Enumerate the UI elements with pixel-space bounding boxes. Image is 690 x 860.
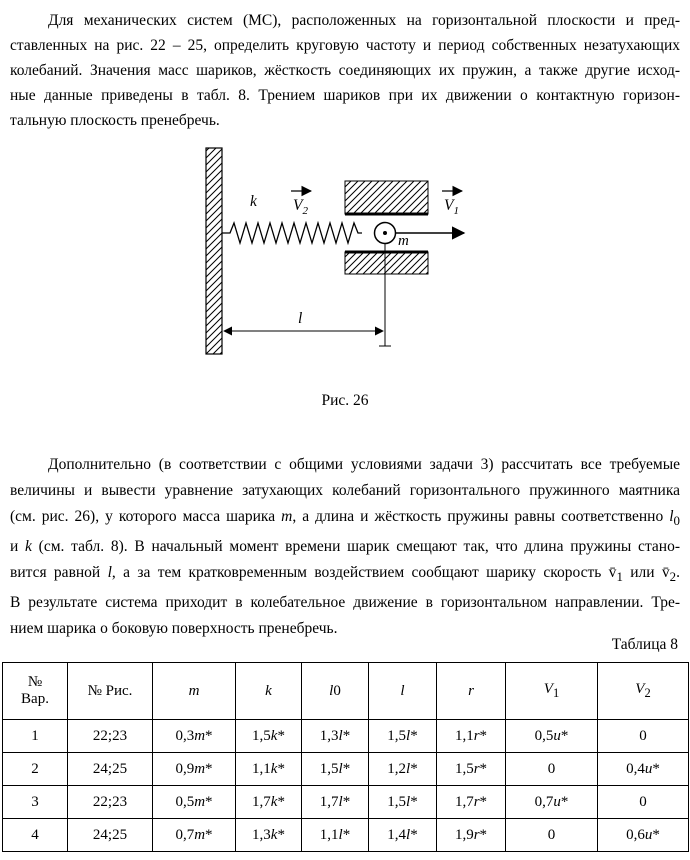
column-header: k <box>236 663 302 720</box>
table-cell: 1,5r* <box>437 753 506 786</box>
table-cell: 22;23 <box>68 786 153 819</box>
table-cell: 1,5l* <box>369 720 437 753</box>
ball-center-dot <box>383 231 387 235</box>
table-cell: 0,7m* <box>153 819 236 852</box>
column-header: № Вар. <box>3 663 68 720</box>
spring <box>222 223 362 243</box>
table-cell: 22;23 <box>68 720 153 753</box>
text-line: и k (см. табл. 8). В начальный момент времени шарик смещают так, что длина пружины стано- <box>10 538 680 556</box>
table-cell: 1,3k* <box>236 819 302 852</box>
text-line: величины и вывести уравнение затухающих колебаний горизонтального пружинного маятника <box>10 482 680 499</box>
table-cell: 0,3m* <box>153 720 236 753</box>
table-cell: 1,2l* <box>369 753 437 786</box>
table-cell: 1 <box>3 720 68 753</box>
paragraph-1 <box>10 8 680 133</box>
table-cell: 1,7r* <box>437 786 506 819</box>
table-cell: 1,7l* <box>302 786 369 819</box>
v1-label: $V_1$ <box>444 197 459 217</box>
wall-hatch <box>206 148 222 354</box>
table-cell: 4 <box>3 819 68 852</box>
text-line: Для механических систем (МС), расположенных на горизонтальной плоскости и пред- <box>48 12 680 29</box>
column-header: m <box>153 663 236 720</box>
text-line: В результате система приходит в колебательное движение в горизонтальном направлении. Тре- <box>10 594 680 612</box>
figure-caption: Рис. 26 <box>321 392 369 409</box>
table-cell: 1,5l* <box>302 753 369 786</box>
column-header: $V_2$ <box>598 663 689 720</box>
table-cell: 24;25 <box>68 753 153 786</box>
text-line: ные данные приведены в табл. 8. Трением шариков при их движении о контактную горизон- <box>10 87 680 104</box>
table-cell: 0,9m* <box>153 753 236 786</box>
text-line: ставленных на рис. 22 – 25, определить круговую частоту и период собственных незатухающих <box>10 37 680 54</box>
table-cell: 1,1r* <box>437 720 506 753</box>
table-cell: 0 <box>598 786 689 819</box>
table-cell: 0,6u* <box>598 819 689 852</box>
mass-label: m <box>398 233 409 249</box>
length-label: l <box>298 310 303 327</box>
table-cell: 1,5l* <box>369 786 437 819</box>
column-header: $V_1$ <box>506 663 598 720</box>
column-header: l0 <box>302 663 369 720</box>
table-cell: 2 <box>3 753 68 786</box>
table-label: Таблица 8 <box>611 636 678 653</box>
table-cell: 0,4u* <box>598 753 689 786</box>
table-cell: 0 <box>506 819 598 852</box>
table-cell: 0,5u* <box>506 720 598 753</box>
text-line: (см. рис. 26), у которого масса шарика m, а длина и жёсткость пружины равны соответственно $l_0$ <box>10 508 680 529</box>
table-cell: 1,7k* <box>236 786 302 819</box>
table-cell: 24;25 <box>68 819 153 852</box>
column-header: l <box>369 663 437 720</box>
table-cell: 0 <box>598 720 689 753</box>
table-cell: 0,5m* <box>153 786 236 819</box>
data-table <box>2 662 689 852</box>
text-line: колебаний. Значения масс шариков, жёсткость соединяющих их пружин, а также другие исход- <box>10 62 680 79</box>
table-row <box>3 819 689 852</box>
paragraph-2 <box>10 452 680 642</box>
table-cell: 3 <box>3 786 68 819</box>
table-row <box>3 786 689 819</box>
table-row <box>3 720 689 753</box>
column-header: № Рис. <box>68 663 153 720</box>
text-line: тальную плоскость пренебречь. <box>10 112 220 129</box>
table-cell: 0 <box>506 753 598 786</box>
v2-label: $V_2$ <box>293 197 308 217</box>
table-cell: 0,7u* <box>506 786 598 819</box>
column-header: r <box>437 663 506 720</box>
text-line: нием шарика о боковую поверхность пренебречь. <box>10 620 338 638</box>
text-line: вится равной l, а за тем кратковременным воздействием сообщают шарику скорость $v̄_1$ или $v̄_2$. <box>10 564 680 585</box>
guide-block-top <box>345 181 428 214</box>
table-cell: 1,9r* <box>437 819 506 852</box>
table-cell: 1,3l* <box>302 720 369 753</box>
spring-stiffness-label: k <box>250 193 257 210</box>
table-cell: 1,4l* <box>369 819 437 852</box>
figure-26 <box>0 140 690 370</box>
table-cell: 1,1k* <box>236 753 302 786</box>
table-row <box>3 753 689 786</box>
table-cell: 1,5k* <box>236 720 302 753</box>
table-header-row <box>3 663 689 720</box>
text-line: Дополнительно (в соответствии с общими условиями задачи 3) рассчитать все требуемые <box>48 456 680 473</box>
table-cell: 1,1l* <box>302 819 369 852</box>
figure-26-drawing <box>0 140 690 370</box>
guide-block-bottom <box>345 252 428 274</box>
